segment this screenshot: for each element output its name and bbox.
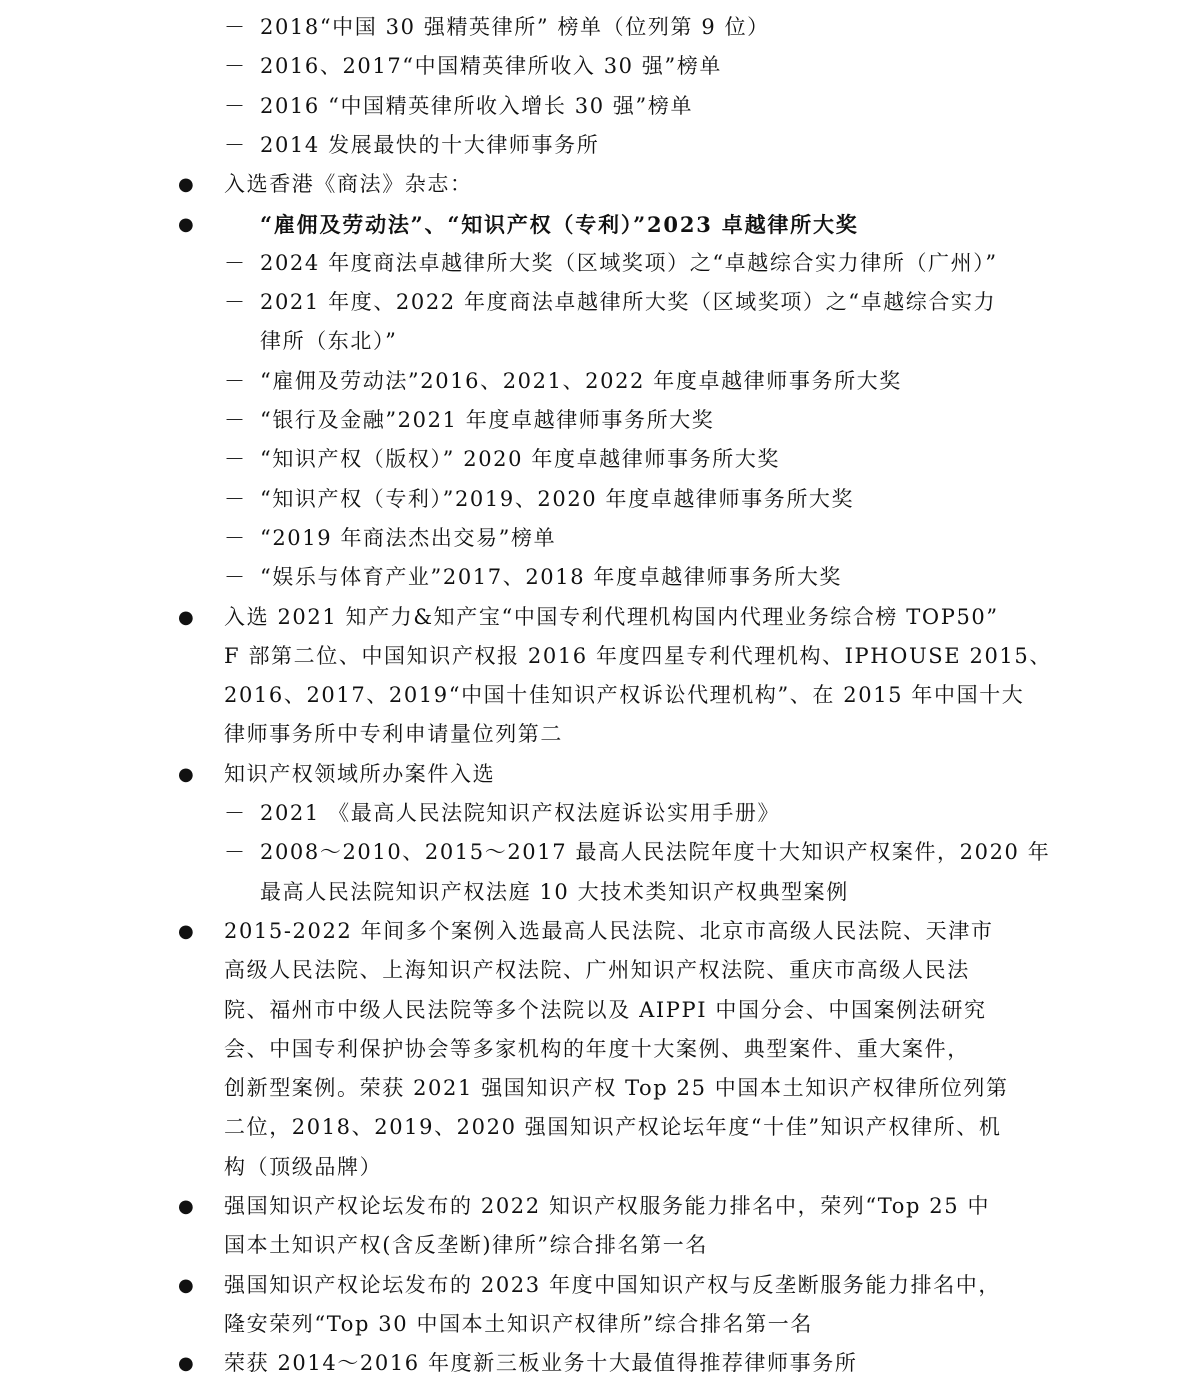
line-text: 高级人民法院、上海知识产权法院、广州知识产权法院、重庆市高级人民法 xyxy=(224,958,970,983)
line-text: 隆安荣列“Top 30 中国本土知识产权律所”综合排名第一名 xyxy=(224,1311,814,1336)
document-line xyxy=(0,794,1200,833)
bullet-marker: ● xyxy=(178,920,196,942)
bullet-marker: ● xyxy=(178,1196,196,1217)
line-text: 律所（东北）” xyxy=(260,329,398,354)
line-text: 律师事务所中专利申请量位列第二 xyxy=(224,722,563,747)
bullet-marker: ● xyxy=(178,174,196,196)
dash-marker: － xyxy=(224,250,247,275)
document-line xyxy=(0,205,1200,244)
dash-marker: － xyxy=(224,565,247,590)
line-text: 强国知识产权论坛发布的 2022 知识产权服务能力排名中，荣列“Top 25 中 xyxy=(224,1194,991,1218)
line-text: “2019 年商法杰出交易”榜单 xyxy=(260,525,557,550)
document-line xyxy=(0,715,1200,754)
document-line xyxy=(0,1148,1200,1187)
document-line xyxy=(0,598,1200,637)
document-line xyxy=(0,1108,1200,1147)
document-line xyxy=(0,1069,1200,1108)
document-line xyxy=(0,1187,1200,1226)
line-text: “知识产权（专利）”2019、2020 年度卓越律师事务所大奖 xyxy=(260,486,855,511)
line-text: “银行及金融”2021 年度卓越律师事务所大奖 xyxy=(260,408,715,432)
line-text: 会、中国专利保护协会等多家机构的年度十大案例、典型案件、重大案件， xyxy=(224,1036,970,1061)
line-text: 最高人民法院知识产权法庭 10 大技术类知识产权典型案例 xyxy=(260,879,849,904)
bullet-marker: ● xyxy=(178,1353,196,1375)
dash-marker: － xyxy=(224,486,247,511)
document-line xyxy=(0,1226,1200,1265)
document-line xyxy=(0,165,1200,204)
document-line xyxy=(0,126,1200,165)
line-text: 二位，2018、2019、2020 强国知识产权论坛年度“十佳”知识产权律所、机 xyxy=(224,1115,1002,1140)
document-line xyxy=(0,322,1200,361)
dash-marker: － xyxy=(224,132,247,157)
dash-marker: － xyxy=(224,54,247,79)
dash-marker: － xyxy=(224,525,247,550)
document-line xyxy=(0,1030,1200,1069)
document-line xyxy=(0,1344,1200,1383)
line-text: 创新型案例。荣获 2021 强国知识产权 Top 25 中国本土知识产权律所位列第 xyxy=(224,1076,1009,1101)
line-text: 2024 年度商法卓越律所大奖（区域奖项）之“卓越综合实力律所（广州）” xyxy=(260,250,998,275)
document-line xyxy=(0,1305,1200,1344)
document-line xyxy=(0,362,1200,401)
dash-marker: － xyxy=(224,15,247,39)
document-line xyxy=(0,480,1200,519)
document-line xyxy=(0,676,1200,715)
dash-marker: － xyxy=(224,368,247,393)
document-line xyxy=(0,873,1200,912)
line-text: 2016、2017“中国精英律所收入 30 强”榜单 xyxy=(260,54,723,79)
line-text: 2018“中国 30 强精英律所” 榜单（位列第 9 位） xyxy=(260,15,770,39)
line-text: 入选 2021 知产力&知产宝“中国专利代理机构国内代理业务综合榜 TOP50” xyxy=(224,604,999,629)
line-text: 构（顶级品牌） xyxy=(224,1154,383,1179)
dash-marker: － xyxy=(224,801,247,825)
line-text: 2014 发展最快的十大律师事务所 xyxy=(260,132,600,157)
document-line xyxy=(0,283,1200,322)
dash-marker: － xyxy=(224,290,247,315)
document-line xyxy=(0,519,1200,558)
line-text: “雇佣及劳动法”2016、2021、2022 年度卓越律师事务所大奖 xyxy=(260,368,902,393)
line-text: 荣获 2014～2016 年度新三板业务十大最值得推荐律师事务所 xyxy=(224,1351,858,1376)
line-text: “雇佣及劳动法”、“知识产权（专利）”2023 卓越律所大奖 xyxy=(260,211,859,237)
document-line xyxy=(0,755,1200,794)
document-line xyxy=(0,1266,1200,1305)
document-line xyxy=(0,912,1200,951)
document-line xyxy=(0,833,1200,872)
document-line xyxy=(0,637,1200,676)
document-line xyxy=(0,47,1200,86)
line-text: “娱乐与体育产业”2017、2018 年度卓越律师事务所大奖 xyxy=(260,565,843,590)
bullet-marker: ● xyxy=(178,606,196,628)
bullet-marker: ● xyxy=(178,1274,196,1296)
document-line xyxy=(0,951,1200,990)
dash-marker: － xyxy=(224,408,247,432)
dash-marker: － xyxy=(224,840,247,865)
line-text: “知识产权（版权）” 2020 年度卓越律师事务所大奖 xyxy=(260,447,780,472)
document-line xyxy=(0,440,1200,479)
line-text: 2016、2017、2019“中国十佳知识产权诉讼代理机构”、在 2015 年中国十大 xyxy=(224,683,1025,708)
line-text: 2008～2010、2015～2017 最高人民法院年度十大知识产权案件，2020 年 xyxy=(260,840,1051,865)
document-line xyxy=(0,558,1200,597)
line-text: 2016 “中国精英律所收入增长 30 强”榜单 xyxy=(260,93,694,118)
bullet-marker: ● xyxy=(178,213,196,235)
line-text: 国本土知识产权(含反垄断)律所”综合排名第一名 xyxy=(224,1233,708,1258)
line-text: F 部第二位、中国知识产权报 2016 年度四星专利代理机构、IPHOUSE 2015、 xyxy=(224,643,1052,668)
document-line xyxy=(0,401,1200,440)
line-text: 2021 年度、2022 年度商法卓越律所大奖（区域奖项）之“卓越综合实力 xyxy=(260,290,997,315)
bullet-marker: ● xyxy=(178,763,196,785)
line-text: 知识产权领域所办案件入选 xyxy=(224,761,496,786)
document-line xyxy=(0,87,1200,126)
dash-marker: － xyxy=(224,447,247,472)
line-text: 院、福州市中级人民法院等多个法院以及 AIPPI 中国分会、中国案例法研究 xyxy=(224,997,987,1022)
document-line xyxy=(0,991,1200,1030)
dash-marker: － xyxy=(224,93,247,118)
line-text: 入选香港《商法》杂志： xyxy=(224,172,473,197)
document-line xyxy=(0,8,1200,47)
document-line xyxy=(0,244,1200,283)
line-text: 强国知识产权论坛发布的 2023 年度中国知识产权与反垄断服务能力排名中， xyxy=(224,1272,1001,1297)
line-text: 2015-2022 年间多个案例入选最高人民法院、北京市高级人民法院、天津市 xyxy=(224,918,994,943)
line-text: 2021 《最高人民法院知识产权法庭诉讼实用手册》 xyxy=(260,801,781,825)
